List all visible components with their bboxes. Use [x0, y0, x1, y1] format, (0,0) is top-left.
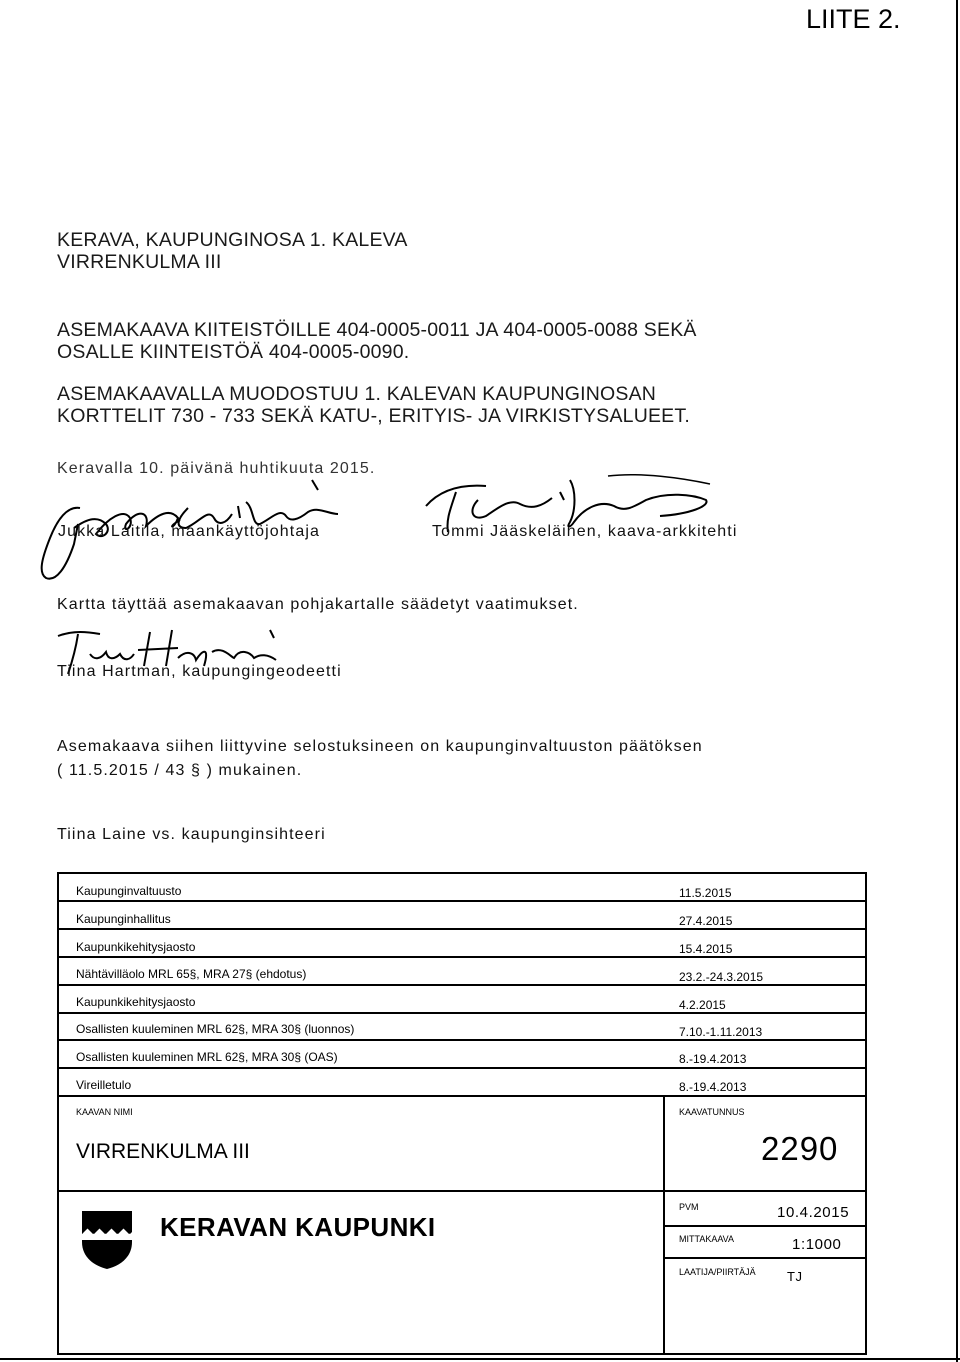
row-divider — [59, 900, 865, 902]
process-step-date: 8.-19.4.2013 — [679, 1080, 747, 1094]
secretary-line: Tiina Laine vs. kaupunginsihteeri — [57, 826, 326, 843]
row-divider — [59, 1012, 865, 1014]
scale-label: MITTAKAAVA — [679, 1234, 735, 1244]
row-divider — [59, 956, 865, 958]
geodesist-line: Tiina Hartman, kaupungingeodeetti — [57, 663, 342, 680]
process-step-date: 11.5.2015 — [679, 886, 732, 900]
map-statement: Kartta täyttää asemakaavan pohjakartalle säädetyt vaatimukset. — [57, 596, 579, 613]
plan-title-block — [57, 872, 867, 1355]
date-label: PVM — [679, 1202, 699, 1212]
header-line-1: KERAVA, KAUPUNGINOSA 1. KALEVA — [57, 229, 408, 251]
row-divider — [59, 1067, 865, 1069]
process-step-label: Vireilletulo — [76, 1078, 132, 1092]
date-value: 10.4.2015 — [777, 1204, 850, 1221]
process-step-date: 23.2.-24.3.2015 — [679, 970, 764, 984]
row-divider — [663, 1257, 865, 1259]
process-step-date: 27.4.2015 — [679, 914, 733, 928]
city-name: KERAVAN KAUPUNKI — [160, 1212, 436, 1242]
row-divider — [59, 1095, 865, 1097]
signer-left: Jukka Laitila, maankäyttöjohtaja — [58, 523, 320, 540]
header-line-5: ASEMAKAAVALLA MUODOSTUU 1. KALEVAN KAUPUNGINOSAN — [57, 383, 657, 405]
plan-name-label: KAAVAN NIMI — [76, 1107, 133, 1117]
page-border-right — [956, 0, 958, 1362]
process-step-label: Kaupunkikehitysjaosto — [76, 940, 196, 954]
date-line: Keravalla 10. päivänä huhtikuuta 2015. — [57, 460, 376, 477]
row-divider — [663, 1225, 865, 1227]
row-divider — [59, 1039, 865, 1041]
plan-code-label: KAAVATUNNUS — [679, 1107, 745, 1117]
decision-line-2: ( 11.5.2015 / 43 § ) mukainen. — [57, 762, 303, 779]
header-line-4: OSALLE KIINTEISTÖÄ 404-0005-0090. — [57, 341, 410, 363]
process-step-date: 4.2.2015 — [679, 998, 726, 1012]
process-step-label: Osallisten kuuleminen MRL 62§, MRA 30§ (luonnos) — [76, 1022, 355, 1036]
author-value: TJ — [787, 1269, 803, 1284]
row-divider — [59, 984, 865, 986]
row-divider — [59, 928, 865, 930]
header-line-3: ASEMAKAAVA KIITEISTÖILLE 404-0005-0011 JA 404-0005-0088 SEKÄ — [57, 319, 697, 341]
process-step-label: Kaupunkikehitysjaosto — [76, 995, 196, 1009]
row-divider — [59, 1190, 865, 1192]
kerava-coat-of-arms-icon — [81, 1210, 133, 1270]
process-step-label: Nähtävilläolo MRL 65§, MRA 27§ (ehdotus) — [76, 967, 307, 981]
process-step-label: Kaupunginvaltuusto — [76, 884, 182, 898]
plan-code: 2290 — [761, 1130, 839, 1167]
column-divider — [663, 1095, 665, 1353]
page-border-bottom — [0, 1358, 960, 1360]
process-step-date: 7.10.-1.11.2013 — [679, 1025, 763, 1039]
decision-line-1: Asemakaava siihen liittyvine selostuksineen on kaupunginvaltuuston päätöksen — [57, 738, 703, 755]
header-line-6: KORTTELIT 730 - 733 SEKÄ KATU-, ERITYIS- JA VIRKISTYSALUEET. — [57, 405, 690, 427]
signer-right: Tommi Jääskeläinen, kaava-arkkitehti — [432, 523, 738, 540]
process-step-date: 15.4.2015 — [679, 942, 733, 956]
author-label: LAATIJA/PIIRTÄJÄ — [679, 1267, 756, 1277]
process-step-label: Osallisten kuuleminen MRL 62§, MRA 30§ (OAS) — [76, 1050, 338, 1064]
appendix-label: LIITE 2. — [806, 4, 901, 34]
plan-name: VIRRENKULMA III — [76, 1140, 250, 1163]
process-step-date: 8.-19.4.2013 — [679, 1052, 747, 1066]
process-step-label: Kaupunginhallitus — [76, 912, 171, 926]
scale-value: 1:1000 — [792, 1236, 842, 1253]
header-line-2: VIRRENKULMA III — [57, 251, 222, 273]
